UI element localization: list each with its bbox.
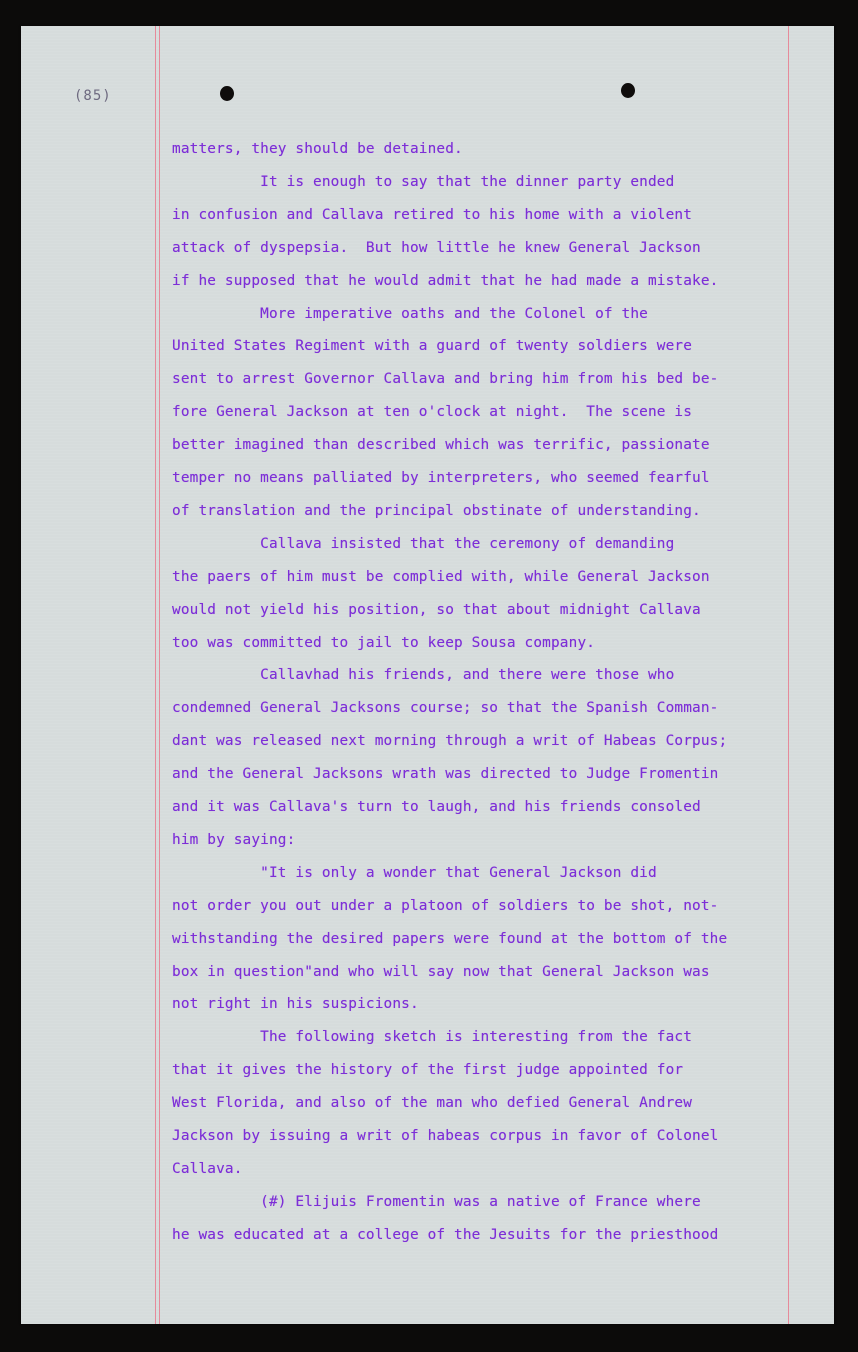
- text-line: him by saying:: [172, 832, 296, 848]
- text-line: Callava insisted that the ceremony of demanding: [172, 536, 675, 552]
- text-line: Callavhad his friends, and there were those who: [172, 667, 675, 683]
- page-number: (85): [74, 88, 112, 104]
- text-line: dant was released next morning through a writ of Habeas Corpus;: [172, 733, 728, 749]
- text-line: sent to arrest Governor Callava and bring him from his bed be-: [172, 371, 719, 387]
- text-line: Callava.: [172, 1161, 243, 1177]
- text-line: temper no means palliated by interpreters, who seemed fearful: [172, 470, 710, 486]
- text-line: of translation and the principal obstinate of understanding.: [172, 503, 701, 519]
- text-line: the paers of him must be complied with, while General Jackson: [172, 569, 710, 585]
- text-line: condemned General Jacksons course; so that the Spanish Comman-: [172, 700, 719, 716]
- text-line: he was educated at a college of the Jesuits for the priesthood: [172, 1227, 719, 1243]
- text-line: (#) Elijuis Fromentin was a native of France where: [172, 1194, 701, 1210]
- text-line: withstanding the desired papers were found at the bottom of the: [172, 931, 728, 947]
- left-margin-line-outer: [155, 26, 156, 1324]
- text-line: not right in his suspicions.: [172, 996, 419, 1012]
- text-line: better imagined than described which was terrific, passionate: [172, 437, 710, 453]
- text-line: too was committed to jail to keep Sousa company.: [172, 635, 596, 651]
- punch-hole-right: [621, 83, 635, 98]
- text-line: attack of dyspepsia. But how little he knew General Jackson: [172, 240, 701, 256]
- text-line: United States Regiment with a guard of twenty soldiers were: [172, 338, 693, 354]
- text-line: would not yield his position, so that about midnight Callava: [172, 602, 701, 618]
- text-line: not order you out under a platoon of soldiers to be shot, not-: [172, 898, 719, 914]
- text-line: Jackson by issuing a writ of habeas corpus in favor of Colonel: [172, 1128, 719, 1144]
- text-line: It is enough to say that the dinner party ended: [172, 174, 675, 190]
- text-line: West Florida, and also of the man who defied General Andrew: [172, 1095, 693, 1111]
- text-line: fore General Jackson at ten o'clock at night. The scene is: [172, 404, 693, 420]
- text-line: in confusion and Callava retired to his home with a violent: [172, 207, 693, 223]
- text-line: "It is only a wonder that General Jackson did: [172, 865, 657, 881]
- text-line: and it was Callava's turn to laugh, and his friends consoled: [172, 799, 701, 815]
- text-line: and the General Jacksons wrath was directed to Judge Fromentin: [172, 766, 719, 782]
- punch-hole-left: [220, 86, 234, 101]
- text-line: The following sketch is interesting from the fact: [172, 1029, 693, 1045]
- text-line: box in question"and who will say now that General Jackson was: [172, 964, 710, 980]
- left-margin-line-inner: [159, 26, 160, 1324]
- text-line: matters, they should be detained.: [172, 141, 463, 157]
- text-line: if he supposed that he would admit that he had made a mistake.: [172, 273, 719, 289]
- text-line: More imperative oaths and the Colonel of the: [172, 306, 648, 322]
- text-line: that it gives the history of the first judge appointed for: [172, 1062, 684, 1078]
- right-margin-line: [788, 26, 789, 1324]
